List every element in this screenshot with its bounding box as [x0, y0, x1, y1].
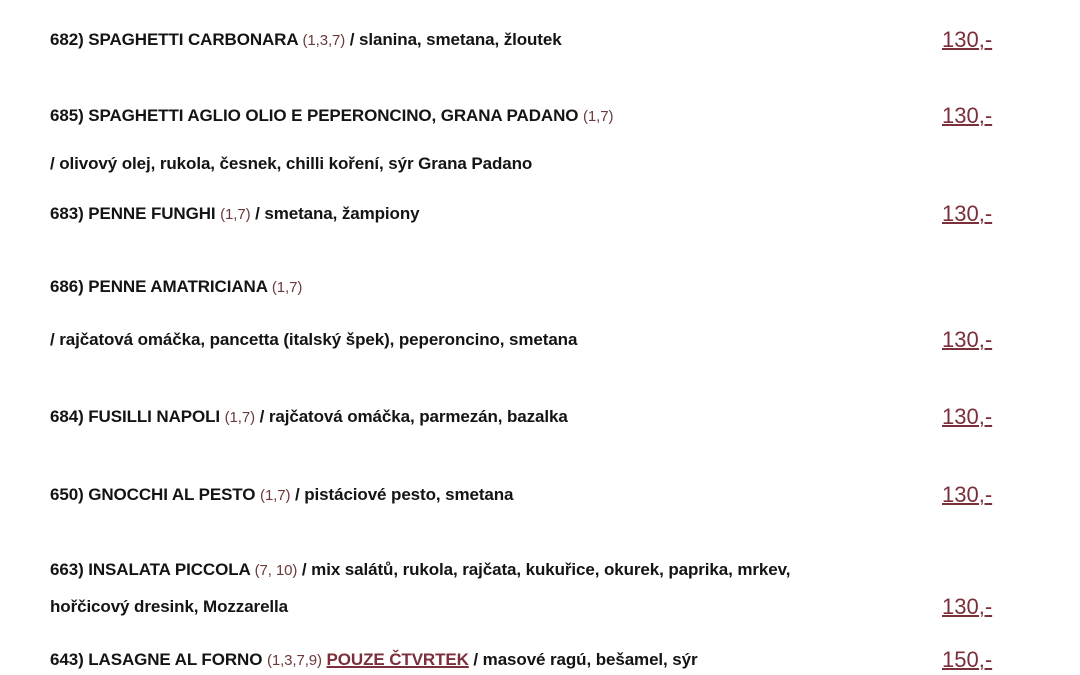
dish-description: / slanina, smetana, žloutek [345, 30, 562, 49]
dish-description: / smetana, žampiony [250, 204, 420, 223]
dish-description: / rajčatová omáčka, pancetta (italský špek), peperoncino, smetana [50, 330, 578, 349]
dish-description: hořčicový dresink, Mozzarella [50, 597, 289, 616]
dish-name: 682) SPAGHETTI CARBONARA [50, 30, 298, 49]
allergen-codes: (1,7) [583, 108, 614, 125]
dish-description: / rajčatová omáčka, parmezán, bazalka [254, 407, 568, 426]
allergen-codes: (1,7) [220, 206, 251, 223]
menu-item-name-line [50, 30, 562, 50]
dish-description: / masové ragú, bešamel, sýr [468, 650, 698, 669]
dish-description: / mix salátů, rukola, rajčata, kukuřice, okurek, paprika, mrkev, [297, 560, 791, 579]
price: 150,- [942, 647, 993, 672]
allergen-codes: (1,7) [224, 409, 255, 426]
menu-item-name-line [50, 650, 698, 670]
price: 130,- [942, 27, 993, 52]
price: 130,- [942, 482, 993, 507]
dish-name: 663) INSALATA PICCOLA [50, 560, 251, 579]
price: 130,- [942, 103, 993, 128]
dish-name: 650) GNOCCHI AL PESTO [50, 485, 256, 504]
allergen-codes: (7, 10) [254, 562, 298, 579]
menu-item-name-line [50, 277, 302, 297]
menu-item-name-line [50, 485, 513, 505]
allergen-codes: (1,3,7) [302, 32, 346, 49]
day-highlight: POUZE ČTVRTEK [326, 650, 469, 669]
dish-name: 683) PENNE FUNGHI [50, 204, 216, 223]
menu-item-name-line [50, 106, 613, 126]
dish-description: / pistáciové pesto, smetana [290, 485, 514, 504]
dish-name: 684) FUSILLI NAPOLI [50, 407, 221, 426]
menu-item-name-line [50, 407, 568, 427]
price: 130,- [942, 327, 993, 352]
dish-name: 643) LASAGNE AL FORNO [50, 650, 263, 669]
dish-name: 685) SPAGHETTI AGLIO OLIO E PEPERONCINO, GRANA PADANO [50, 106, 579, 125]
menu-item-name-line [50, 560, 790, 580]
dish-name: 686) PENNE AMATRICIANA [50, 277, 268, 296]
price: 130,- [942, 594, 993, 619]
price: 130,- [942, 201, 993, 226]
allergen-codes: (1,7) [271, 279, 303, 296]
allergen-codes: (1,7) [260, 487, 291, 504]
price: 130,- [942, 404, 993, 429]
allergen-codes: (1,3,7,9) [266, 652, 322, 669]
dish-description: / olivový olej, rukola, česnek, chilli koření, sýr Grana Padano [50, 154, 533, 173]
menu-item-name-line [50, 204, 419, 224]
